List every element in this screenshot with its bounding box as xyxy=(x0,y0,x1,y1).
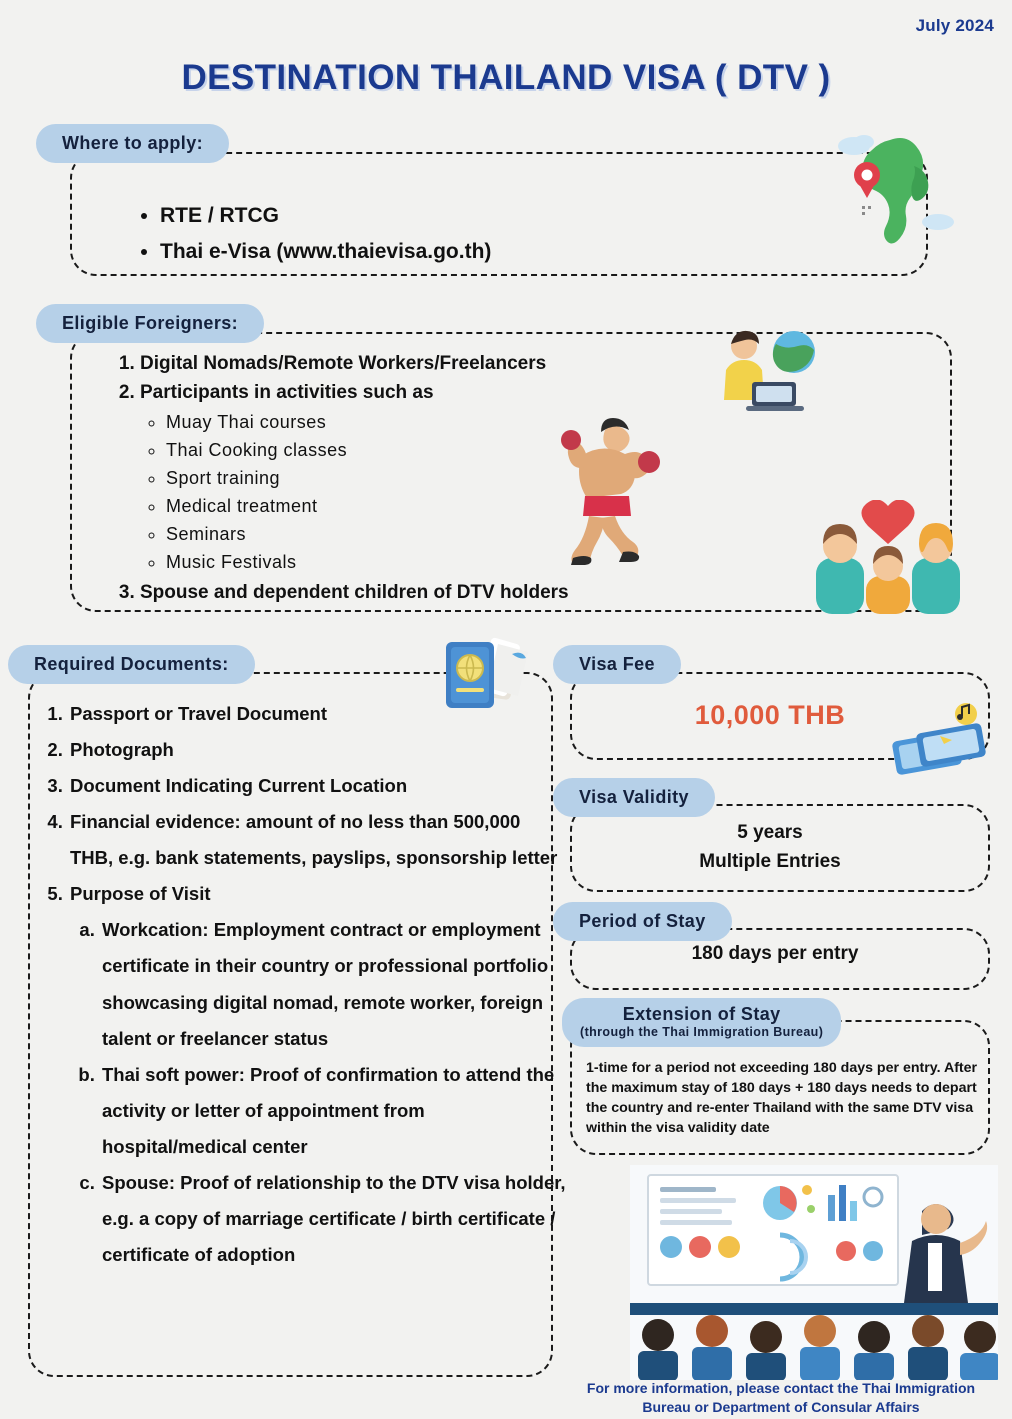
list-item: ◦ Music Festivals xyxy=(166,549,740,577)
list-item: ◦ Medical treatment xyxy=(166,493,740,521)
date-stamp: July 2024 xyxy=(915,16,994,35)
eligible-foreigners-label: Eligible Foreigners: xyxy=(36,304,264,343)
list-item: 3. Document Indicating Current Location xyxy=(68,768,568,804)
muay-thai-icon xyxy=(545,410,675,570)
digital-nomad-icon xyxy=(706,326,826,416)
list-item: • Thai e-Visa (www.thaievisa.go.th) xyxy=(160,235,491,269)
list-item: c. Spouse: Proof of relationship to the DTV visa holder, e.g. a copy of marriage certificate / birth certificate / certificate of adoption xyxy=(100,1165,568,1273)
required-documents-label: Required Documents: xyxy=(8,645,255,684)
ticket-icon xyxy=(888,700,993,785)
list-item: ◦ Thai Cooking classes xyxy=(166,437,740,465)
visa-validity-line1: 5 years xyxy=(737,822,803,843)
thailand-map-icon xyxy=(818,126,958,246)
visa-validity-value xyxy=(570,818,970,877)
list-item: ◦ Seminars xyxy=(166,521,740,549)
extension-of-stay-label xyxy=(562,998,841,1047)
list-item: ◦ Sport training xyxy=(166,465,740,493)
footer-contact-note: For more information, please contact the Thai Immigration Bureau or Department of Consular Affairs xyxy=(586,1380,976,1416)
extension-of-stay-text: 1-time for a period not exceeding 180 days per entry. After the maximum stay of 180 days + 180 days needs to depart the country and re-enter Thailand with the same DTV visa within the visa validity date xyxy=(586,1060,978,1137)
visa-fee-amount: 10,000 THB xyxy=(694,700,846,730)
visa-validity-label: Visa Validity xyxy=(553,778,715,817)
period-of-stay-label: Period of Stay xyxy=(553,902,732,941)
purpose-of-visit-list xyxy=(70,912,568,1273)
list-item: 1. Digital Nomads/Remote Workers/Freelancers xyxy=(140,350,740,378)
required-documents-list xyxy=(44,696,568,1273)
period-of-stay-value: 180 days per entry xyxy=(691,943,859,964)
list-item: 4. Financial evidence: amount of no less than 500,000 THB, e.g. bank statements, payslips, sponsorship letter xyxy=(68,804,568,876)
list-item xyxy=(68,876,568,1273)
list-item: ◦ Muay Thai courses xyxy=(166,409,740,437)
list-item: a. Workcation: Employment contract or employment certificate in their country or professional portfolio showcasing digital nomad, remote worker, foreign talent or freelancer status xyxy=(100,912,568,1056)
where-to-apply-label: Where to apply: xyxy=(36,124,229,163)
page-title: DESTINATION THAILAND VISA ( DTV ) xyxy=(181,58,831,97)
list-item: 3. Spouse and dependent children of DTV holders xyxy=(140,579,740,607)
list-item: b. Thai soft power: Proof of confirmation to attend the activity or letter of appointment from hospital/medical center xyxy=(100,1057,568,1165)
seminar-icon xyxy=(630,1165,998,1380)
passport-icon xyxy=(438,630,548,725)
list-item: 2. Photograph xyxy=(68,732,568,768)
extension-of-stay-subtitle: (through the Thai Immigration Bureau) xyxy=(580,1024,824,1039)
list-item: 1. Passport or Travel Document xyxy=(68,696,568,732)
visa-validity-line2: Multiple Entries xyxy=(699,851,841,873)
where-to-apply-list xyxy=(120,199,491,270)
list-item: • RTE / RTCG xyxy=(160,199,491,233)
list-item-label: Purpose of Visit xyxy=(70,883,211,905)
visa-fee-label: Visa Fee xyxy=(553,645,681,684)
family-icon xyxy=(808,500,968,615)
extension-of-stay-title: Extension of Stay xyxy=(622,1004,781,1024)
list-item-label: Participants in activities such as xyxy=(140,382,434,404)
